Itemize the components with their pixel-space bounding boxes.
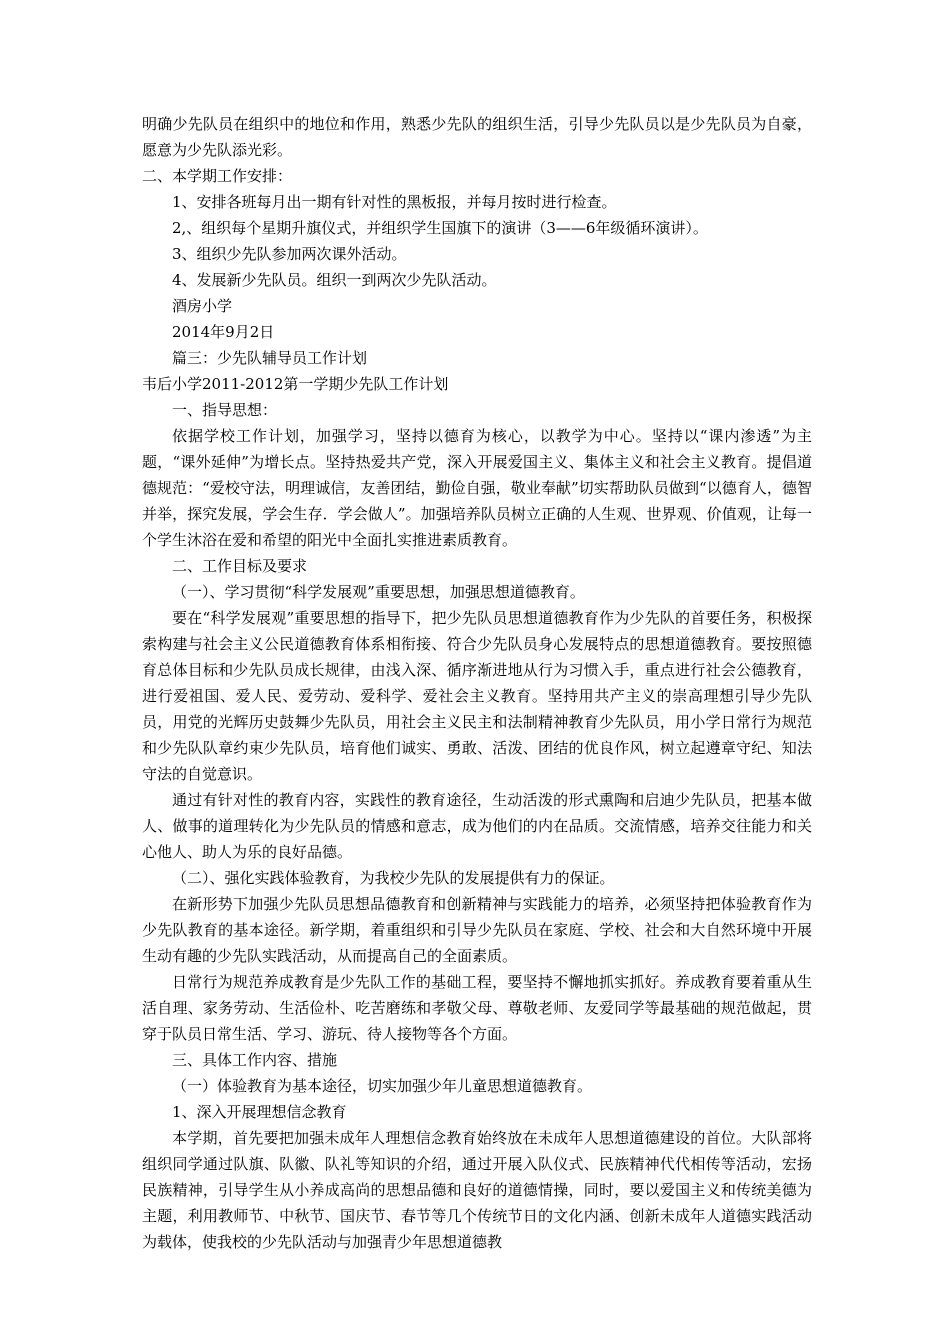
document-page	[142, 111, 812, 1255]
subheading-ideals-beliefs: 1、深入开展理想信念教育	[172, 1103, 347, 1121]
signature-date: 2014年9月2日	[172, 323, 275, 341]
section-title-part-three: 篇三：少先队辅导员工作计划	[172, 349, 368, 367]
paragraph-guiding-ideology: 依据学校工作计划，加强学习，坚持以德育为核心，以教学为中心。坚持以“课内渗透”为主题，“课外延伸”为增长点。坚持热爱共产党，深入开展爱国主义、集体主义和社会主义教育。提倡道德规范：“爱校守法，明理诚信，友善团结，勤俭自强，敬业奉献”切实帮助队员做到“以德育人，德智并举，探究发展，学会生存．学会做人”。加强培养队员树立正确的人生观、世界观、价值观，让每一个学生沐浴在爱和希望的阳光中全面扎实推进素质教育。	[142, 427, 812, 549]
signature-school: 酒房小学	[172, 297, 233, 315]
paragraph-experience-education: 在新形势下加强少先队员思想品德教育和创新精神与实践能力的培养，必须坚持把体验教育作为少先队教育的基本途径。新学期，着重组织和引导少先队员在家庭、学校、社会和大自然环境中开展生动有趣的少先队实践活动，从而提高自己的全面素质。	[142, 895, 812, 965]
heading-goals-requirements: 二、工作目标及要求	[172, 557, 308, 575]
subheading-scientific-development: （一）、学习贯彻“科学发展观”重要思想，加强思想道德教育。	[172, 583, 585, 601]
list-item-blackboard: 1、安排各班每月出一期有针对性的黑板报，并每月按时进行检查。	[172, 193, 617, 211]
list-item-outdoor-activities: 3、组织少先队参加两次课外活动。	[172, 245, 407, 263]
document-title: 韦后小学2011-2012第一学期少先队工作计划	[142, 375, 449, 393]
paragraph-targeted-education: 通过有针对性的教育内容，实践性的教育途径，生动活泼的形式熏陶和启迪少先队员，把基本做人、做事的道理转化为少先队员的情感和意志，成为他们的内在品质。交流情感，培养交往能力和关心他人、助人为乐的良好品德。	[142, 791, 812, 861]
heading-semester-arrangement: 二、本学期工作安排：	[142, 167, 293, 185]
list-item-flag-ceremony: 2,、组织每个星期升旗仪式，并组织学生国旗下的演讲（3——6年级循环演讲）。	[172, 219, 708, 237]
paragraph-moral-education: 要在“科学发展观”重要思想的指导下，把少先队员思想道德教育作为少先队的首要任务，积极探索构建与社会主义公民道德教育体系相衔接、符合少先队员身心发展特点的思想道德教育。要按照德育总体目标和少先队员成长规律，由浅入深、循序渐进地从行为习惯入手，重点进行社会公德教育，进行爱祖国、爱人民、爱劳动、爱科学、爱社会主义教育。坚持用共产主义的崇高理想引导少先队员，用党的光辉历史鼓舞少先队员，用社会主义民主和法制精神教育少先队员，用小学日常行为规范和少先队队章约束少先队员，培育他们诚实、勇敢、活泼、团结的优良作风，树立起遵章守纪、知法守法的自觉意识。	[142, 609, 812, 783]
subheading-practice-experience: （二）、强化实践体验教育，为我校少先队的发展提供有力的保证。	[172, 869, 615, 887]
paragraph-ideals-beliefs: 本学期，首先要把加强未成年人理想信念教育始终放在未成年人思想道德建设的首位。大队部将组织同学通过队旗、队徽、队礼等知识的介绍，通过开展入队仪式、民族精神代代相传等活动，宏扬民族精神，引导学生从小养成高尚的思想品德和良好的道德情操，同时，要以爱国主义和传统美德为主题，利用教师节、中秋节、国庆节、春节等几个传统节日的文化内涵、创新未成年人道德实践活动为载体，使我校的少先队活动与加强青少年思想道德教	[142, 1129, 812, 1251]
heading-work-content-measures: 三、具体工作内容、措施	[172, 1051, 338, 1069]
list-item-new-members: 4、发展新少先队员。组织一到两次少先队活动。	[172, 271, 497, 289]
heading-guiding-ideology: 一、指导思想：	[172, 401, 278, 419]
paragraph-behavior-norms: 日常行为规范养成教育是少先队工作的基础工程，要坚持不懈地抓实抓好。养成教育要着重从生活自理、家务劳动、生活俭朴、吃苦磨练和孝敬父母、尊敬老师、友爱同学等最基础的规范做起，贯穿于队员日常生活、学习、游玩、待人接物等各个方面。	[142, 973, 812, 1043]
subheading-experience-pathway: （一）体验教育为基本途径，切实加强少年儿童思想道德教育。	[172, 1077, 593, 1095]
paragraph-intro-continuation: 明确少先队员在组织中的地位和作用，熟悉少先队的组织生活，引导少先队员以是少先队员为自豪，愿意为少先队添光彩。	[142, 115, 812, 159]
